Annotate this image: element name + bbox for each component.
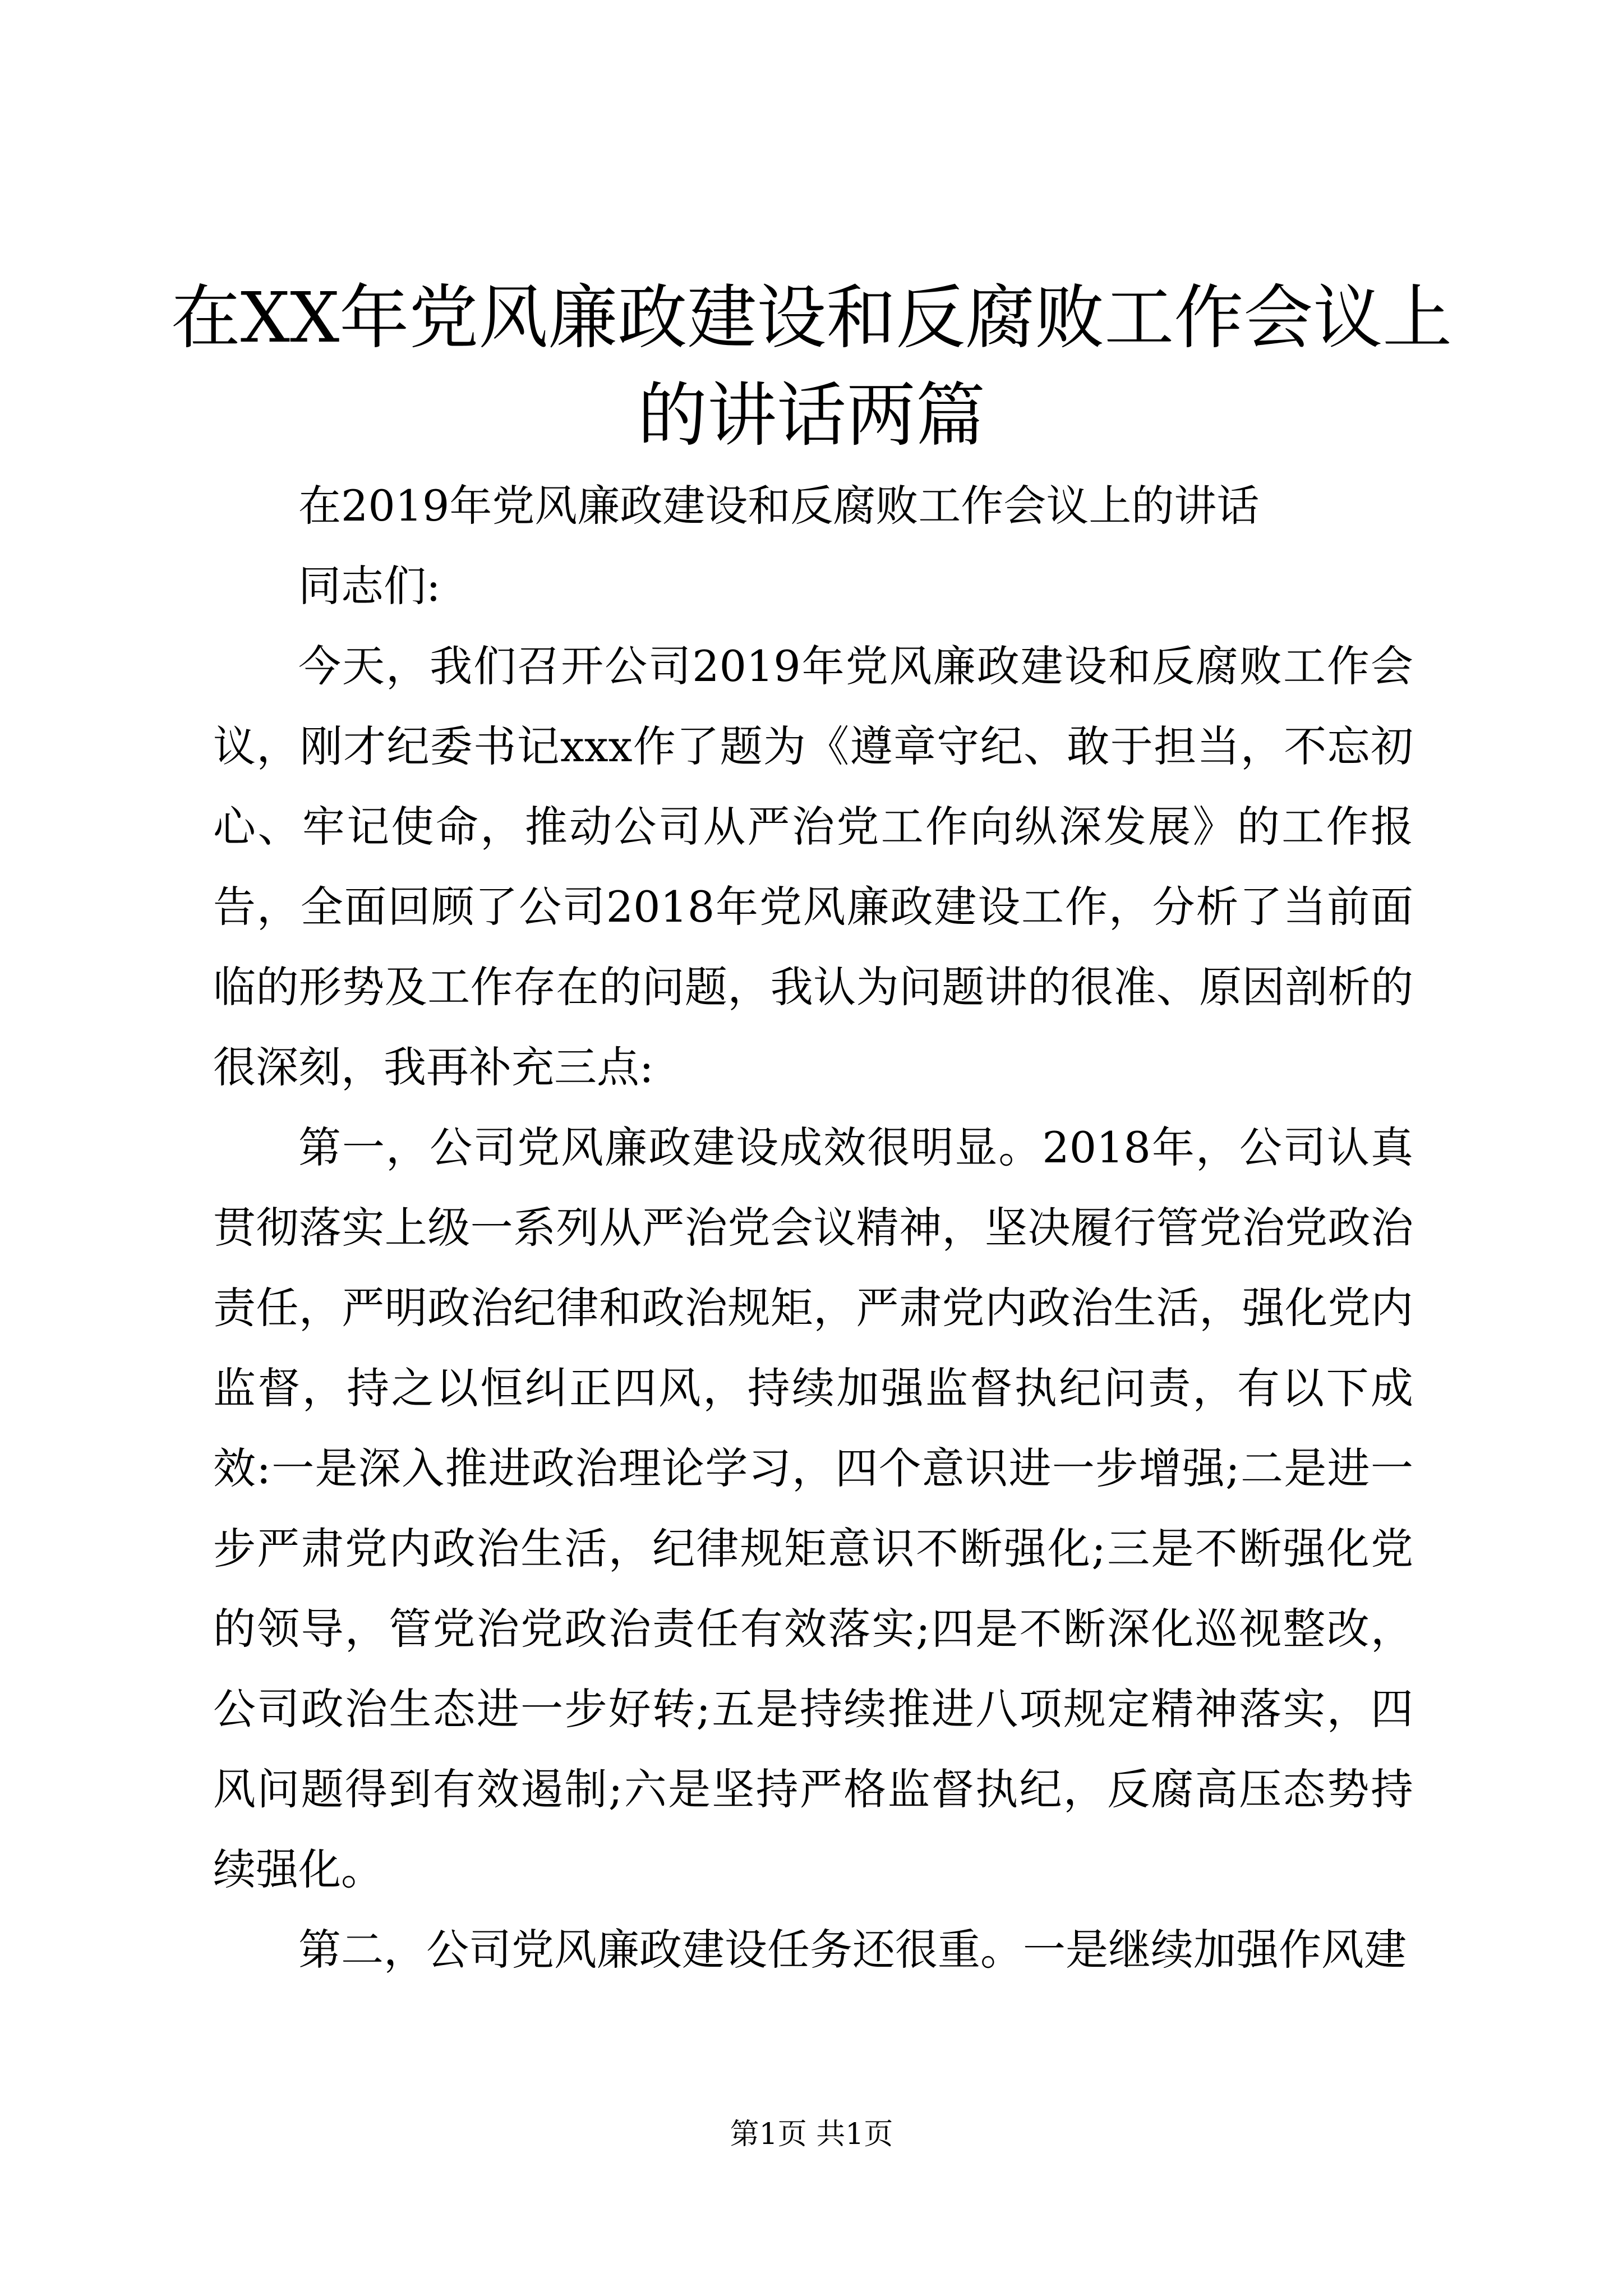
- paragraph-point-one: 第一，公司党风廉政建设成效很明显。2018年，公司认真贯彻落实上级一系列从严治党会议精神，坚决履行管党治党政治责任，严明政治纪律和政治规矩，严肃党内政治生活，强化党内监督，持之以恒纠正四风，持续加强监督执纪问责，有以下成效:一是深入推进政治理论学习，四个意识进一步增强;二是进一步严肃党内政治生活，纪律规矩意识不断强化;三是不断强化党的领导，管党治党政治责任有效落实;四是不断深化巡视整改，公司政治生态进一步好转;五是持续推进八项规定精神落实，四风问题得到有效遏制;六是坚持严格监督执纪，反腐高压态势持续强化。: [213, 1122, 1413, 1894]
- paragraph-intro: 今天，我们召开公司2019年党风廉政建设和反腐败工作会议，刚才纪委书记xxx作了题为《遵章守纪、敢于担当，不忘初心、牢记使命，推动公司从严治党工作向纵深发展》的工作报告，全面回顾了公司2018年党风廉政建设工作，分析了当前面临的形势及工作存在的问题，我认为问题讲的很准、原因剖析的很深刻，我再补充三点:: [213, 641, 1413, 1092]
- document-title: 在XX年党风廉政建设和反腐败工作会议上的讲话两篇: [170, 278, 1453, 456]
- paragraph-point-two: 第二，公司党风廉政建设任务还很重。一是继续加强作风建: [298, 1925, 1407, 1975]
- paragraph-salutation: 同志们:: [298, 561, 441, 611]
- document-body: [213, 466, 1413, 1990]
- page-footer: 第1页 共1页: [730, 2118, 893, 2151]
- paragraph-subtitle: 在2019年党风廉政建设和反腐败工作会议上的讲话: [298, 481, 1260, 531]
